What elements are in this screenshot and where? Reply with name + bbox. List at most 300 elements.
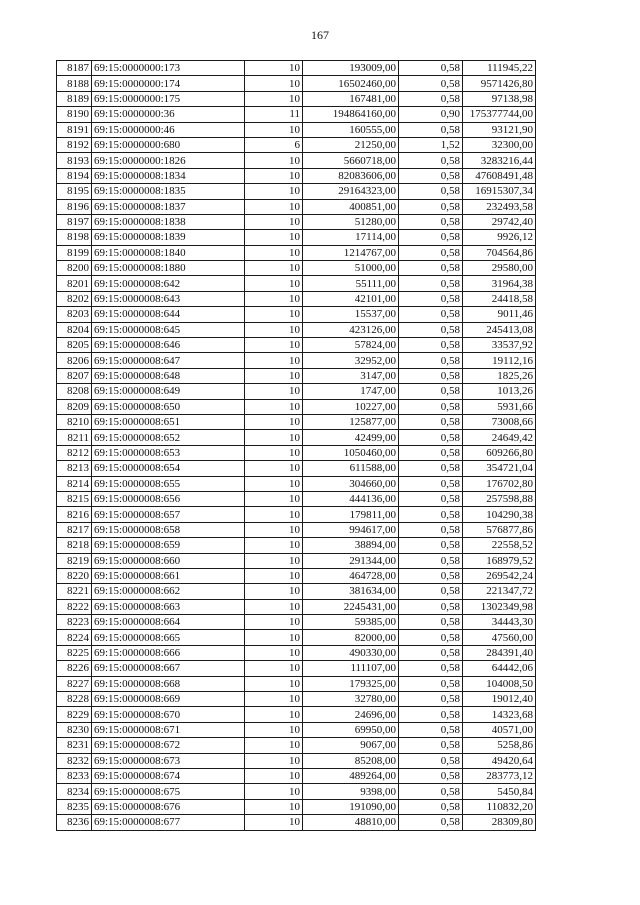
value-cell: 291344,00 [303, 553, 399, 568]
value-cell: 16502460,00 [303, 76, 399, 91]
value-cell: 24696,00 [303, 707, 399, 722]
value-cell: 17114,00 [303, 230, 399, 245]
amount-cell: 3283216,44 [463, 153, 536, 168]
amount-cell: 1825,26 [463, 368, 536, 383]
table-row [57, 230, 536, 245]
rate-cell: 0,58 [399, 214, 463, 229]
category-cell: 10 [245, 76, 303, 91]
table-row [57, 430, 536, 445]
category-cell: 10 [245, 784, 303, 799]
amount-cell: 1013,26 [463, 384, 536, 399]
row-number-cell: 8217 [57, 522, 92, 537]
row-number-cell: 8204 [57, 322, 92, 337]
category-cell: 10 [245, 538, 303, 553]
value-cell: 194864160,00 [303, 107, 399, 122]
rate-cell: 0,58 [399, 553, 463, 568]
rate-cell: 0,58 [399, 753, 463, 768]
amount-cell: 22558,52 [463, 538, 536, 553]
row-number-cell: 8195 [57, 184, 92, 199]
amount-cell: 93121,90 [463, 122, 536, 137]
value-cell: 2245431,00 [303, 599, 399, 614]
category-cell: 10 [245, 615, 303, 630]
category-cell: 10 [245, 676, 303, 691]
rate-cell: 0,58 [399, 768, 463, 783]
category-cell: 10 [245, 630, 303, 645]
cadastral-number-cell: 69:15:0000000:46 [92, 122, 245, 137]
cadastral-number-cell: 69:15:0000008:647 [92, 353, 245, 368]
category-cell: 10 [245, 768, 303, 783]
category-cell: 10 [245, 322, 303, 337]
amount-cell: 576877,86 [463, 522, 536, 537]
value-cell: 69950,00 [303, 722, 399, 737]
table-row [57, 676, 536, 691]
row-number-cell: 8188 [57, 76, 92, 91]
table-row [57, 384, 536, 399]
cadastral-number-cell: 69:15:0000008:655 [92, 476, 245, 491]
row-number-cell: 8214 [57, 476, 92, 491]
rate-cell: 0,58 [399, 707, 463, 722]
registry-table [56, 60, 536, 831]
cadastral-number-cell: 69:15:0000008:1838 [92, 214, 245, 229]
row-number-cell: 8221 [57, 584, 92, 599]
rate-cell: 0,58 [399, 122, 463, 137]
rate-cell: 0,58 [399, 338, 463, 353]
row-number-cell: 8236 [57, 815, 92, 830]
category-cell: 10 [245, 91, 303, 106]
amount-cell: 704564,86 [463, 245, 536, 260]
category-cell: 10 [245, 522, 303, 537]
value-cell: 179325,00 [303, 676, 399, 691]
row-number-cell: 8196 [57, 199, 92, 214]
row-number-cell: 8216 [57, 507, 92, 522]
table-row [57, 245, 536, 260]
amount-cell: 16915307,34 [463, 184, 536, 199]
amount-cell: 176702,80 [463, 476, 536, 491]
row-number-cell: 8228 [57, 692, 92, 707]
row-number-cell: 8212 [57, 445, 92, 460]
table-row [57, 261, 536, 276]
table-row [57, 815, 536, 830]
row-number-cell: 8226 [57, 661, 92, 676]
row-number-cell: 8192 [57, 137, 92, 152]
row-number-cell: 8190 [57, 107, 92, 122]
amount-cell: 283773,12 [463, 768, 536, 783]
value-cell: 82000,00 [303, 630, 399, 645]
rate-cell: 0,58 [399, 368, 463, 383]
table-row [57, 368, 536, 383]
category-cell: 10 [245, 707, 303, 722]
amount-cell: 40571,00 [463, 722, 536, 737]
row-number-cell: 8207 [57, 368, 92, 383]
rate-cell: 0,58 [399, 61, 463, 76]
table-row [57, 692, 536, 707]
cadastral-number-cell: 69:15:0000008:643 [92, 291, 245, 306]
cadastral-number-cell: 69:15:0000000:1826 [92, 153, 245, 168]
category-cell: 10 [245, 214, 303, 229]
category-cell: 10 [245, 599, 303, 614]
row-number-cell: 8208 [57, 384, 92, 399]
row-number-cell: 8201 [57, 276, 92, 291]
cadastral-number-cell: 69:15:0000008:1835 [92, 184, 245, 199]
page-number: 167 [311, 28, 329, 42]
table-row [57, 76, 536, 91]
amount-cell: 24649,42 [463, 430, 536, 445]
row-number-cell: 8219 [57, 553, 92, 568]
cadastral-number-cell: 69:15:0000008:672 [92, 738, 245, 753]
amount-cell: 245413,08 [463, 322, 536, 337]
category-cell: 10 [245, 338, 303, 353]
amount-cell: 73008,66 [463, 414, 536, 429]
amount-cell: 19112,16 [463, 353, 536, 368]
cadastral-number-cell: 69:15:0000008:660 [92, 553, 245, 568]
category-cell: 10 [245, 245, 303, 260]
rate-cell: 0,58 [399, 168, 463, 183]
table-row [57, 491, 536, 506]
row-number-cell: 8229 [57, 707, 92, 722]
rate-cell: 0,58 [399, 784, 463, 799]
cadastral-number-cell: 69:15:0000008:648 [92, 368, 245, 383]
cadastral-number-cell: 69:15:0000008:673 [92, 753, 245, 768]
category-cell: 10 [245, 153, 303, 168]
rate-cell: 0,58 [399, 445, 463, 460]
rate-cell: 0,58 [399, 230, 463, 245]
amount-cell: 5258,86 [463, 738, 536, 753]
cadastral-number-cell: 69:15:0000008:668 [92, 676, 245, 691]
table-row [57, 168, 536, 183]
rate-cell: 0,58 [399, 630, 463, 645]
rate-cell: 0,58 [399, 799, 463, 814]
row-number-cell: 8203 [57, 307, 92, 322]
category-cell: 10 [245, 430, 303, 445]
rate-cell: 0,58 [399, 153, 463, 168]
table-row [57, 214, 536, 229]
category-cell: 10 [245, 122, 303, 137]
amount-cell: 111945,22 [463, 61, 536, 76]
amount-cell: 354721,04 [463, 461, 536, 476]
table-row [57, 414, 536, 429]
category-cell: 10 [245, 568, 303, 583]
cadastral-number-cell: 69:15:0000008:1837 [92, 199, 245, 214]
value-cell: 38894,00 [303, 538, 399, 553]
value-cell: 48810,00 [303, 815, 399, 830]
cadastral-number-cell: 69:15:0000000:173 [92, 61, 245, 76]
amount-cell: 168979,52 [463, 553, 536, 568]
value-cell: 489264,00 [303, 768, 399, 783]
row-number-cell: 8191 [57, 122, 92, 137]
cadastral-number-cell: 69:15:0000008:1839 [92, 230, 245, 245]
rate-cell: 0,58 [399, 199, 463, 214]
value-cell: 400851,00 [303, 199, 399, 214]
category-cell: 10 [245, 461, 303, 476]
value-cell: 3147,00 [303, 368, 399, 383]
amount-cell: 29580,00 [463, 261, 536, 276]
cadastral-number-cell: 69:15:0000008:645 [92, 322, 245, 337]
amount-cell: 257598,88 [463, 491, 536, 506]
row-number-cell: 8197 [57, 214, 92, 229]
table-row [57, 137, 536, 152]
value-cell: 59385,00 [303, 615, 399, 630]
amount-cell: 9571426,80 [463, 76, 536, 91]
rate-cell: 0,58 [399, 599, 463, 614]
value-cell: 191090,00 [303, 799, 399, 814]
category-cell: 10 [245, 491, 303, 506]
category-cell: 10 [245, 353, 303, 368]
cadastral-number-cell: 69:15:0000008:669 [92, 692, 245, 707]
amount-cell: 32300,00 [463, 137, 536, 152]
row-number-cell: 8202 [57, 291, 92, 306]
value-cell: 55111,00 [303, 276, 399, 291]
amount-cell: 14323,68 [463, 707, 536, 722]
value-cell: 160555,00 [303, 122, 399, 137]
row-number-cell: 8211 [57, 430, 92, 445]
table-row [57, 61, 536, 76]
value-cell: 29164323,00 [303, 184, 399, 199]
row-number-cell: 8223 [57, 615, 92, 630]
category-cell: 6 [245, 137, 303, 152]
amount-cell: 284391,40 [463, 645, 536, 660]
row-number-cell: 8222 [57, 599, 92, 614]
rate-cell: 0,58 [399, 399, 463, 414]
value-cell: 125877,00 [303, 414, 399, 429]
table-row [57, 584, 536, 599]
value-cell: 32952,00 [303, 353, 399, 368]
rate-cell: 0,58 [399, 738, 463, 753]
cadastral-number-cell: 69:15:0000000:36 [92, 107, 245, 122]
table-row [57, 630, 536, 645]
rate-cell: 0,58 [399, 584, 463, 599]
table-row [57, 199, 536, 214]
table-row [57, 599, 536, 614]
rate-cell: 0,58 [399, 522, 463, 537]
row-number-cell: 8232 [57, 753, 92, 768]
cadastral-number-cell: 69:15:0000008:661 [92, 568, 245, 583]
value-cell: 193009,00 [303, 61, 399, 76]
amount-cell: 47608491,48 [463, 168, 536, 183]
category-cell: 10 [245, 722, 303, 737]
value-cell: 51000,00 [303, 261, 399, 276]
cadastral-number-cell: 69:15:0000008:662 [92, 584, 245, 599]
table-row [57, 153, 536, 168]
rate-cell: 0,58 [399, 91, 463, 106]
amount-cell: 28309,80 [463, 815, 536, 830]
category-cell: 10 [245, 168, 303, 183]
category-cell: 10 [245, 753, 303, 768]
table-row [57, 615, 536, 630]
amount-cell: 5450,84 [463, 784, 536, 799]
value-cell: 82083606,00 [303, 168, 399, 183]
category-cell: 10 [245, 384, 303, 399]
cadastral-number-cell: 69:15:0000008:644 [92, 307, 245, 322]
cadastral-number-cell: 69:15:0000008:674 [92, 768, 245, 783]
rate-cell: 0,58 [399, 184, 463, 199]
row-number-cell: 8218 [57, 538, 92, 553]
category-cell: 10 [245, 184, 303, 199]
rate-cell: 0,58 [399, 615, 463, 630]
cadastral-number-cell: 69:15:0000000:175 [92, 91, 245, 106]
row-number-cell: 8215 [57, 491, 92, 506]
row-number-cell: 8189 [57, 91, 92, 106]
rate-cell: 0,58 [399, 307, 463, 322]
table-row [57, 291, 536, 306]
table-row [57, 738, 536, 753]
cadastral-number-cell: 69:15:0000008:671 [92, 722, 245, 737]
cadastral-number-cell: 69:15:0000008:642 [92, 276, 245, 291]
table-row [57, 307, 536, 322]
table-row [57, 445, 536, 460]
category-cell: 10 [245, 553, 303, 568]
rate-cell: 0,58 [399, 676, 463, 691]
rate-cell: 1,52 [399, 137, 463, 152]
value-cell: 42101,00 [303, 291, 399, 306]
category-cell: 10 [245, 399, 303, 414]
value-cell: 5660718,00 [303, 153, 399, 168]
cadastral-number-cell: 69:15:0000008:654 [92, 461, 245, 476]
category-cell: 10 [245, 799, 303, 814]
row-number-cell: 8235 [57, 799, 92, 814]
table-row [57, 538, 536, 553]
value-cell: 111107,00 [303, 661, 399, 676]
category-cell: 10 [245, 645, 303, 660]
table-row [57, 645, 536, 660]
row-number-cell: 8225 [57, 645, 92, 660]
category-cell: 11 [245, 107, 303, 122]
amount-cell: 19012,40 [463, 692, 536, 707]
value-cell: 444136,00 [303, 491, 399, 506]
cadastral-number-cell: 69:15:0000008:656 [92, 491, 245, 506]
rate-cell: 0,58 [399, 414, 463, 429]
rate-cell: 0,58 [399, 291, 463, 306]
value-cell: 490330,00 [303, 645, 399, 660]
row-number-cell: 8199 [57, 245, 92, 260]
category-cell: 10 [245, 476, 303, 491]
category-cell: 10 [245, 507, 303, 522]
cadastral-number-cell: 69:15:0000008:652 [92, 430, 245, 445]
value-cell: 42499,00 [303, 430, 399, 445]
rate-cell: 0,58 [399, 568, 463, 583]
table-row [57, 799, 536, 814]
amount-cell: 5931,66 [463, 399, 536, 414]
cadastral-number-cell: 69:15:0000008:646 [92, 338, 245, 353]
amount-cell: 31964,38 [463, 276, 536, 291]
value-cell: 15537,00 [303, 307, 399, 322]
cadastral-number-cell: 69:15:0000008:666 [92, 645, 245, 660]
value-cell: 464728,00 [303, 568, 399, 583]
amount-cell: 1302349,98 [463, 599, 536, 614]
row-number-cell: 8227 [57, 676, 92, 691]
cadastral-number-cell: 69:15:0000008:657 [92, 507, 245, 522]
table-row [57, 768, 536, 783]
rate-cell: 0,58 [399, 245, 463, 260]
value-cell: 179811,00 [303, 507, 399, 522]
category-cell: 10 [245, 199, 303, 214]
category-cell: 10 [245, 815, 303, 830]
row-number-cell: 8194 [57, 168, 92, 183]
cadastral-number-cell: 69:15:0000008:675 [92, 784, 245, 799]
row-number-cell: 8230 [57, 722, 92, 737]
value-cell: 1747,00 [303, 384, 399, 399]
value-cell: 57824,00 [303, 338, 399, 353]
amount-cell: 47560,00 [463, 630, 536, 645]
rate-cell: 0,58 [399, 322, 463, 337]
table-row [57, 568, 536, 583]
table-row [57, 522, 536, 537]
row-number-cell: 8213 [57, 461, 92, 476]
table-row [57, 353, 536, 368]
cadastral-number-cell: 69:15:0000008:658 [92, 522, 245, 537]
value-cell: 423126,00 [303, 322, 399, 337]
value-cell: 10227,00 [303, 399, 399, 414]
rate-cell: 0,58 [399, 692, 463, 707]
amount-cell: 9926,12 [463, 230, 536, 245]
cadastral-number-cell: 69:15:0000008:667 [92, 661, 245, 676]
table-row [57, 107, 536, 122]
cadastral-number-cell: 69:15:0000000:680 [92, 137, 245, 152]
table-row [57, 507, 536, 522]
category-cell: 10 [245, 230, 303, 245]
table-row [57, 784, 536, 799]
table-row [57, 722, 536, 737]
category-cell: 10 [245, 61, 303, 76]
rate-cell: 0,90 [399, 107, 463, 122]
value-cell: 167481,00 [303, 91, 399, 106]
row-number-cell: 8210 [57, 414, 92, 429]
row-number-cell: 8233 [57, 768, 92, 783]
cadastral-number-cell: 69:15:0000008:676 [92, 799, 245, 814]
table-row [57, 399, 536, 414]
cadastral-number-cell: 69:15:0000008:650 [92, 399, 245, 414]
amount-cell: 232493,58 [463, 199, 536, 214]
category-cell: 10 [245, 738, 303, 753]
amount-cell: 9011,46 [463, 307, 536, 322]
category-cell: 10 [245, 368, 303, 383]
row-number-cell: 8220 [57, 568, 92, 583]
cadastral-number-cell: 69:15:0000008:665 [92, 630, 245, 645]
amount-cell: 29742,40 [463, 214, 536, 229]
value-cell: 994617,00 [303, 522, 399, 537]
row-number-cell: 8193 [57, 153, 92, 168]
value-cell: 9398,00 [303, 784, 399, 799]
row-number-cell: 8231 [57, 738, 92, 753]
table-row [57, 184, 536, 199]
value-cell: 304660,00 [303, 476, 399, 491]
row-number-cell: 8205 [57, 338, 92, 353]
row-number-cell: 8224 [57, 630, 92, 645]
rate-cell: 0,58 [399, 491, 463, 506]
table-row [57, 661, 536, 676]
rate-cell: 0,58 [399, 815, 463, 830]
rate-cell: 0,58 [399, 507, 463, 522]
category-cell: 10 [245, 661, 303, 676]
row-number-cell: 8234 [57, 784, 92, 799]
table-row [57, 476, 536, 491]
table-row [57, 338, 536, 353]
cadastral-number-cell: 69:15:0000008:653 [92, 445, 245, 460]
cadastral-number-cell: 69:15:0000008:1834 [92, 168, 245, 183]
cadastral-number-cell: 69:15:0000008:664 [92, 615, 245, 630]
value-cell: 381634,00 [303, 584, 399, 599]
amount-cell: 33537,92 [463, 338, 536, 353]
amount-cell: 110832,20 [463, 799, 536, 814]
category-cell: 10 [245, 414, 303, 429]
value-cell: 85208,00 [303, 753, 399, 768]
cadastral-number-cell: 69:15:0000008:649 [92, 384, 245, 399]
cadastral-number-cell: 69:15:0000008:1840 [92, 245, 245, 260]
rate-cell: 0,58 [399, 76, 463, 91]
category-cell: 10 [245, 291, 303, 306]
rate-cell: 0,58 [399, 645, 463, 660]
category-cell: 10 [245, 445, 303, 460]
row-number-cell: 8200 [57, 261, 92, 276]
